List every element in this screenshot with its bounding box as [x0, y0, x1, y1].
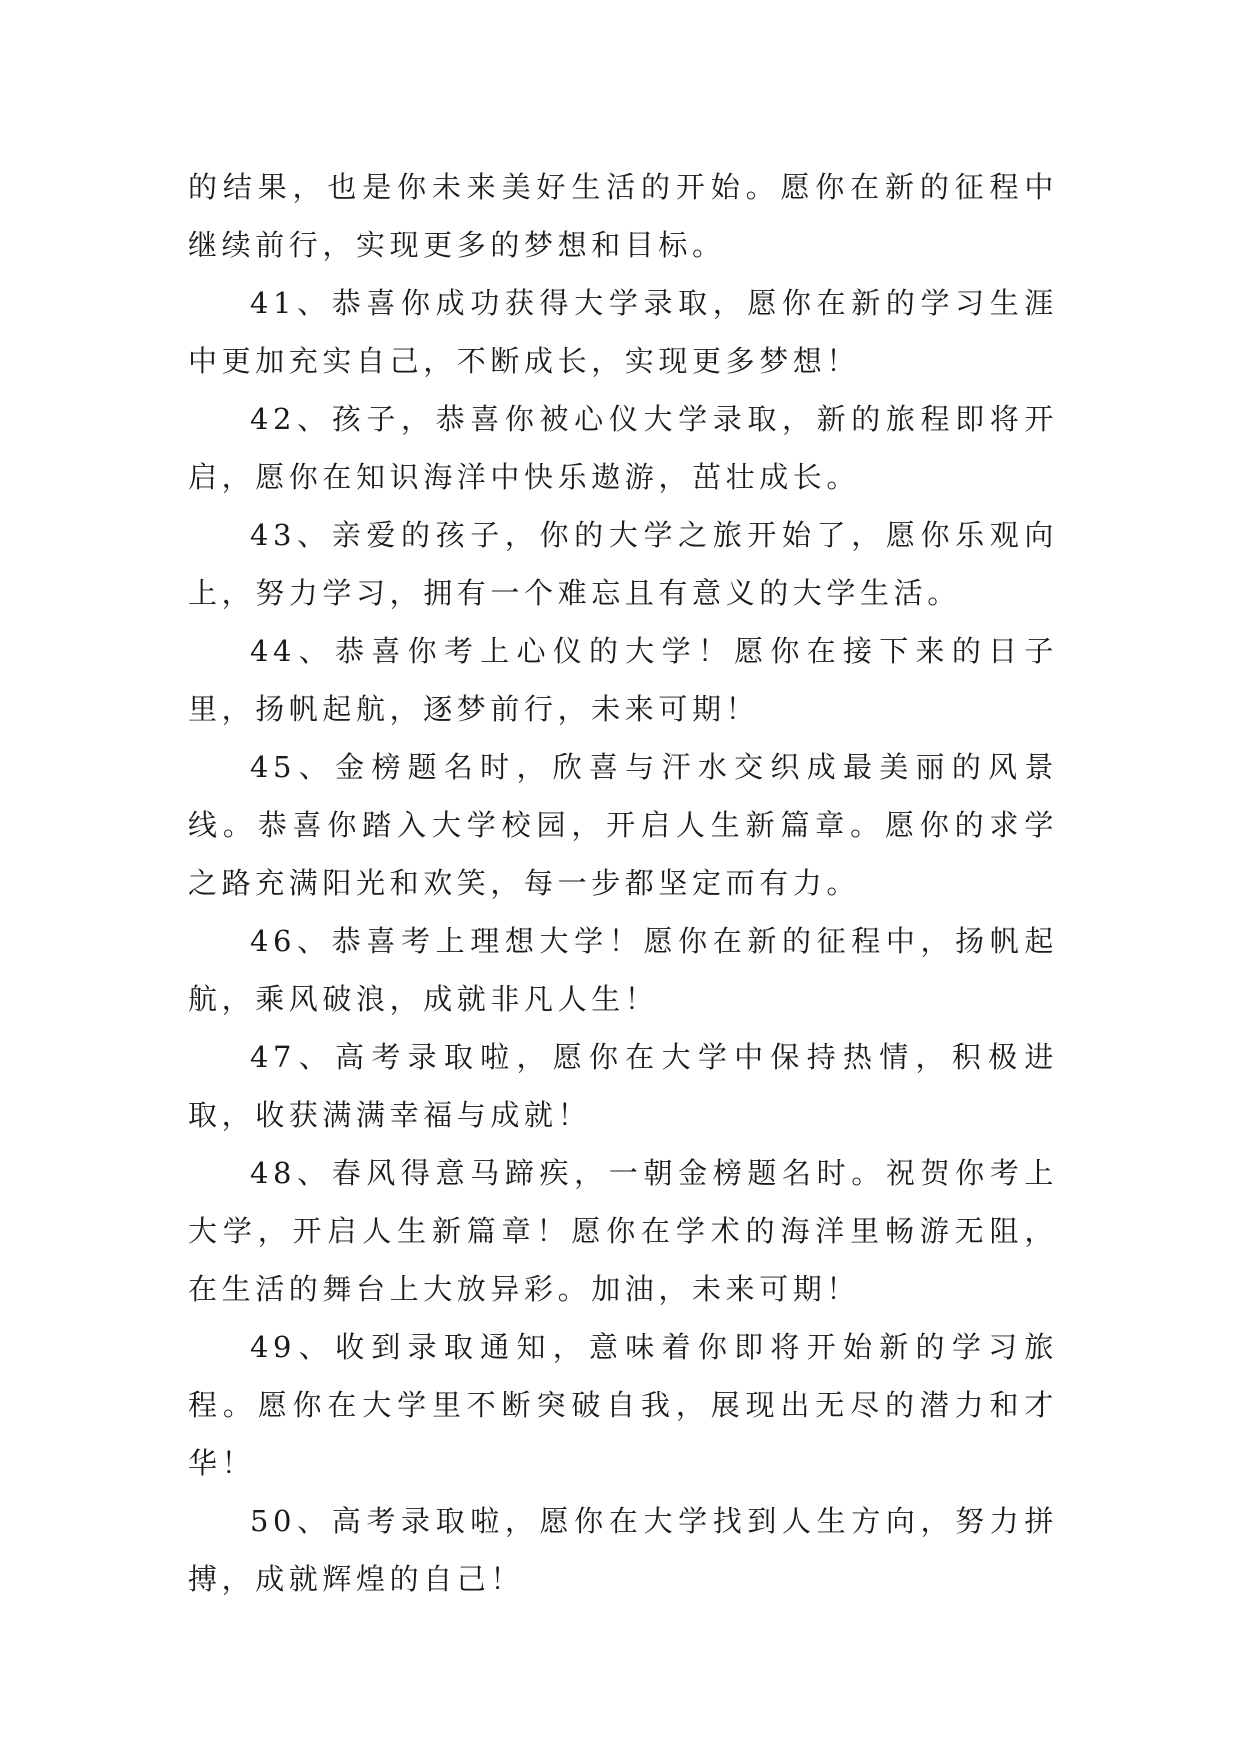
- paragraph-item-45: 45、金榜题名时，欣喜与汗水交织成最美丽的风景线。恭喜你踏入大学校园，开启人生新篇章。愿你的求学之路充满阳光和欢笑，每一步都坚定而有力。: [188, 750, 1058, 900]
- paragraph-item-41: 41、恭喜你成功获得大学录取，愿你在新的学习生涯中更加充实自己，不断成长，实现更多梦想！: [188, 286, 1058, 378]
- paragraph-item-48: 48、春风得意马蹄疾，一朝金榜题名时。祝贺你考上大学，开启人生新篇章！愿你在学术的海洋里畅游无阻，在生活的舞台上大放异彩。加油，未来可期！: [188, 1156, 1058, 1306]
- paragraph-item-42: 42、孩子，恭喜你被心仪大学录取，新的旅程即将开启，愿你在知识海洋中快乐遨游，茁壮成长。: [188, 402, 1058, 494]
- paragraph-item-46: 46、恭喜考上理想大学！愿你在新的征程中，扬帆起航，乘风破浪，成就非凡人生！: [188, 924, 1058, 1016]
- paragraph-item-43: 43、亲爱的孩子，你的大学之旅开始了，愿你乐观向上，努力学习，拥有一个难忘且有意义的大学生活。: [188, 518, 1058, 610]
- paragraph-item-44: 44、恭喜你考上心仪的大学！愿你在接下来的日子里，扬帆起航，逐梦前行，未来可期！: [188, 634, 1058, 726]
- paragraph-item-49: 49、收到录取通知，意味着你即将开始新的学习旅程。愿你在大学里不断突破自我，展现出无尽的潜力和才华！: [188, 1330, 1058, 1480]
- paragraph-item-50: 50、高考录取啦，愿你在大学找到人生方向，努力拼搏，成就辉煌的自己！: [188, 1504, 1058, 1596]
- paragraph-item-47: 47、高考录取啦，愿你在大学中保持热情，积极进取，收获满满幸福与成就！: [188, 1040, 1058, 1132]
- document-body: [188, 158, 1058, 1608]
- paragraph-continuation: 的结果，也是你未来美好生活的开始。愿你在新的征程中继续前行，实现更多的梦想和目标。: [188, 170, 1058, 262]
